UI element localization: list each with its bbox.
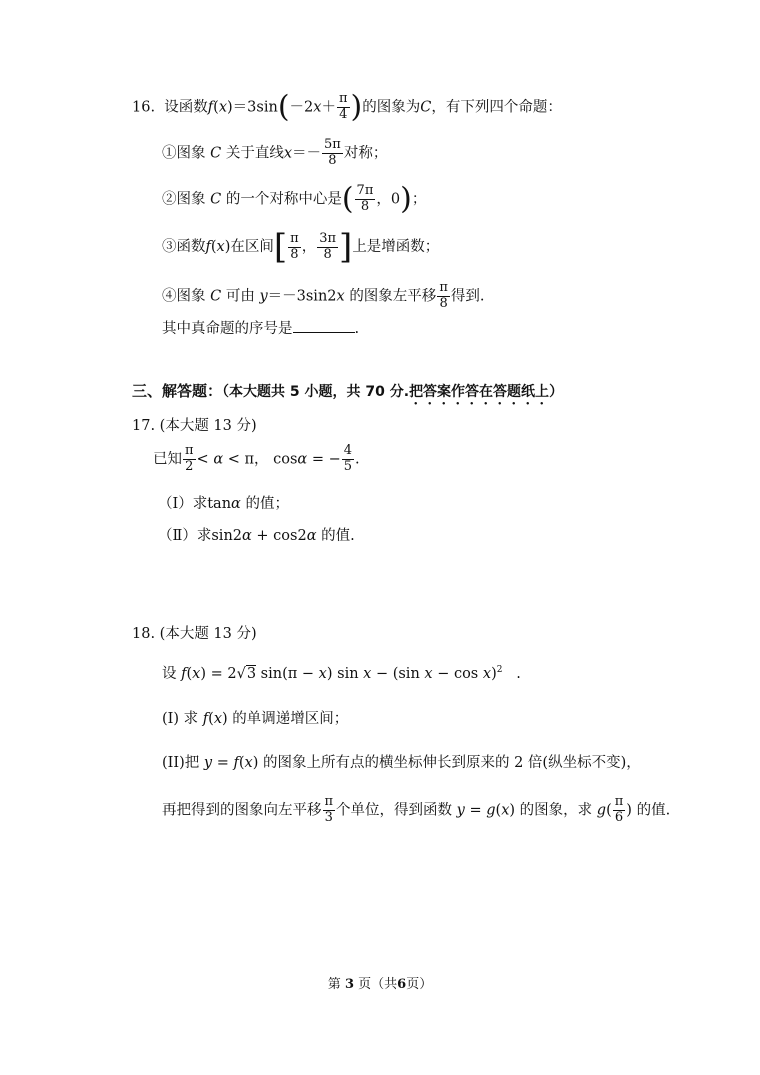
- fraction: $\frac{7\pi}{8}$: [356, 183, 374, 214]
- fraction: $\frac{\pi}{8}$: [290, 230, 299, 262]
- total-pages: 6: [397, 977, 407, 992]
- q18-part-1: (I) 求 f(x) 的单调递增区间；: [162, 711, 349, 727]
- q18-definition: 设 f(x) = 2√3 sin(π − x) sin x − (sin x − cos x)$^2$ .: [162, 665, 521, 682]
- fraction: $\frac{3\pi}{8}$: [319, 230, 337, 262]
- q17-given: 已知 $\frac{\pi}{2}$ < α < π， cosα = − $\frac{4}{5}$ .: [153, 443, 360, 474]
- fraction: $\frac{\pi}{8}$: [439, 280, 448, 311]
- q16-proposition-4: ④图象 C 可由 y＝－3sin2x 的图象左平移 $\frac{\pi}{8}$ 得到.: [162, 280, 485, 311]
- section-3-heading: 三、解答题：（本大题共 5 小题，共 70 分.把答案作答在答题纸上）: [132, 382, 564, 400]
- q16-intro: 16. 设函数f(x)＝3sin(－2x＋ $\frac{\pi}{4}$ )的图象为C，有下列四个命题：: [132, 89, 562, 125]
- q17-part-2: （Ⅱ）求sin2α + cos2α 的值.: [158, 528, 355, 544]
- q18-part-2-continued: 再把得到的图象向左平移 $\frac{\pi}{3}$ 个单位，得到函数 y = g(x) 的图象，求 g( $\frac{\pi}{6}$ ) 的值.: [162, 794, 671, 825]
- page-number: 3: [344, 977, 354, 992]
- fraction: $\frac{\pi}{3}$: [324, 794, 334, 825]
- q18-part-2: (II)把 y = f(x) 的图象上所有点的横坐标伸长到原来的 2 倍(纵坐标不变)，: [162, 755, 641, 771]
- q16-closing: 其中真命题的序号是 .: [162, 321, 360, 337]
- fraction: $\frac{\pi}{2}$: [185, 443, 194, 474]
- q18-header: 18. (本大题 13 分): [132, 626, 257, 642]
- q16-proposition-3: ③函数f(x)在区间[ $\frac{\pi}{8}$ ， $\frac{3\pi}{8}$ ]上是增函数；: [162, 227, 440, 267]
- q16-proposition-2: ②图象 C 的一个对称中心是( $\frac{7\pi}{8}$ ，0)；: [162, 181, 427, 217]
- fraction: $\frac{5\pi}{8}$: [324, 137, 341, 168]
- page-footer: 第 3 页（共6页）: [327, 977, 433, 992]
- answer-blank: [293, 320, 355, 333]
- q17-header: 17. (本大题 13 分): [132, 418, 257, 434]
- q16-proposition-1: ①图象 C 关于直线x＝－ $\frac{5\pi}{8}$ 对称；: [162, 137, 388, 168]
- fraction: $\frac{4}{5}$: [343, 443, 353, 474]
- q17-part-1: （Ⅰ）求tanα 的值；: [158, 496, 289, 512]
- fraction: $\frac{\pi}{6}$: [614, 794, 624, 825]
- fraction: $\frac{\pi}{4}$: [338, 91, 348, 122]
